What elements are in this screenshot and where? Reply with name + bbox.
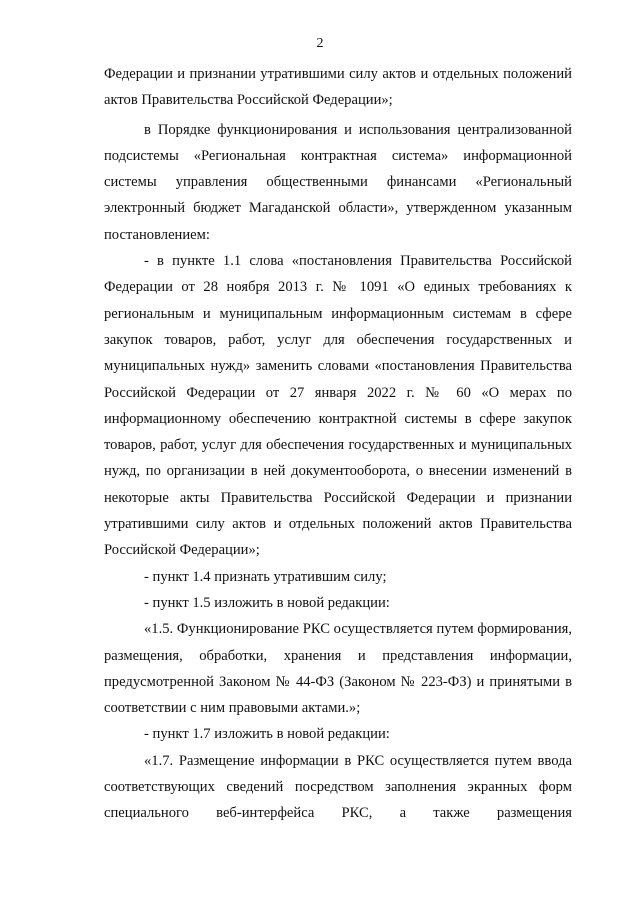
- paragraph-item-1-1: - в пункте 1.1 слова «постановления Правительства Российской Федерации от 28 ноября 2013 г. № 1091 «О единых требованиях к региональным и муниципальным информационным системам в сфере закупок товаров, работ, услуг для обеспечения государственных и муниципальных нужд» заменить словами «постановления Правительства Российской Федерации от 27 января 2022 г. № 60 «О мерах по информационному обеспечению контрактной системы в сфере закупок товаров, работ, услуг для обеспечения государственных и муниципальных нужд, по организации в ней документооборота, о внесении изменений в некоторые акты Правительства Российской Федерации и признании утратившими силу актов и отдельных положений актов Правительства Российской Федерации»;: [104, 253, 572, 559]
- page-number: 2: [316, 36, 324, 51]
- paragraph-item-1-4: - пункт 1.4 признать утратившим силу;: [144, 568, 387, 585]
- paragraph-item-1-7-intro: - пункт 1.7 изложить в новой редакции:: [144, 726, 390, 743]
- paragraph-continuation: Федерации и признании утратившими силу актов и отдельных положений актов Правительства Российской Федерации»;: [104, 66, 572, 109]
- paragraph-item-1-5-intro: - пункт 1.5 изложить в новой редакции:: [144, 594, 390, 611]
- paragraph-procedure-intro: в Порядке функционирования и использования централизованной подсистемы «Региональная контрактная система» информационной системы управления общественными финансами «Региональный электронный бюджет Магаданской области», утвержденном указанным постановлением:: [104, 121, 572, 243]
- document-body: [104, 61, 572, 827]
- paragraph-item-1-5-text: «1.5. Функционирование РКС осуществляется путем формирования, размещения, обработки, хранения и представления информации, предусмотренной Законом № 44-ФЗ (Законом № 223-ФЗ) и принятыми в соответствии с ним правовыми актами.»;: [104, 621, 572, 717]
- paragraph-item-1-7-text: «1.7. Размещение информации в РКС осуществляется путем ввода соответствующих сведений посредством заполнения экранных форм специального веб-интерфейса РКС, а также размещения: [104, 752, 572, 822]
